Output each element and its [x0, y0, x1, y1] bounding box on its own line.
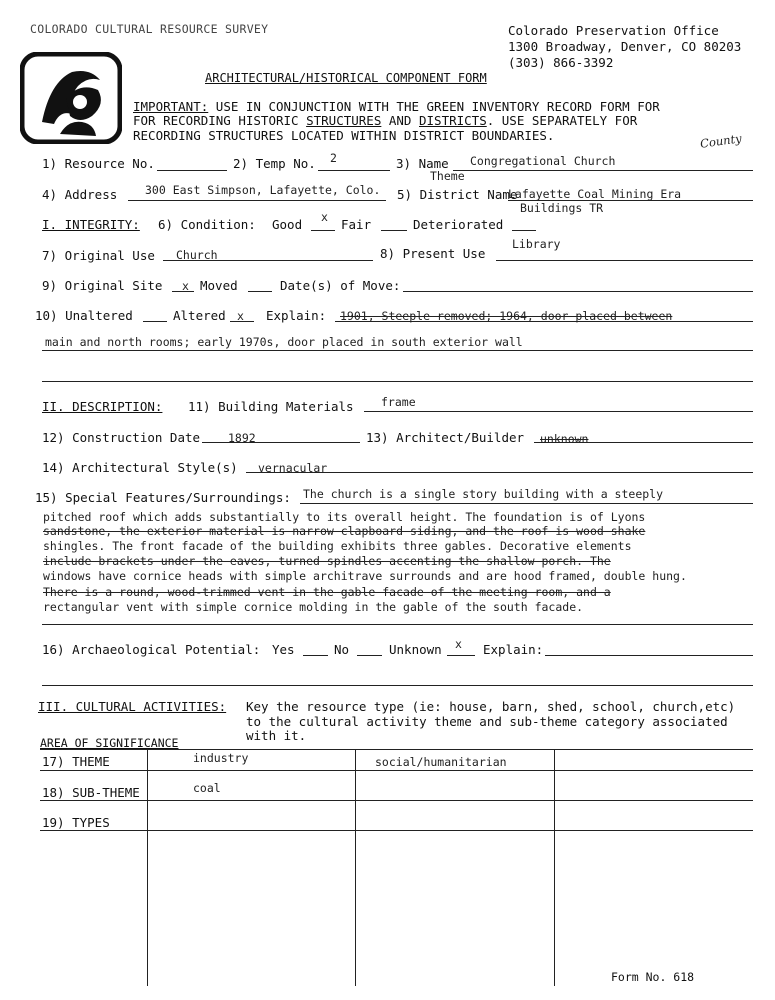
- archaeology-unknown-label: Unknown: [389, 642, 442, 657]
- features-line-3[interactable]: sandstone, the exterior material is narrow clapboard siding, and the roof is wood shake: [43, 524, 646, 538]
- important-line-3: RECORDING STRUCTURES LOCATED WITHIN DISTRICT BOUNDARIES.: [133, 128, 555, 143]
- altered-mark[interactable]: x: [237, 309, 244, 323]
- cultural-text-3: with it.: [246, 728, 307, 743]
- dates-moved-label: Date(s) of Move:: [280, 278, 401, 293]
- district-theme-note: Theme: [430, 169, 465, 183]
- theme-row-label: 17) THEME: [42, 754, 110, 769]
- condition-deteriorated-label: Deteriorated: [413, 217, 504, 232]
- cultural-text-1: Key the resource type (ie: house, barn, shed, school, church,etc): [246, 699, 736, 714]
- important-line-2: FOR RECORDING HISTORIC STRUCTURES AND DISTRICTS. USE SEPARATELY FOR: [133, 113, 638, 128]
- important-line-1: [133, 100, 660, 114]
- form-title: ARCHITECTURAL/HISTORICAL COMPONENT FORM: [205, 71, 487, 85]
- original-use-label: 7) Original Use: [42, 248, 155, 263]
- office-phone: (303) 866-3392: [508, 55, 614, 70]
- features-line-2[interactable]: pitched roof which adds substantially to its overall height. The foundation is of Lyons: [43, 510, 646, 524]
- features-line-5[interactable]: include brackets under the eaves, turned spindles accenting the shallow porch. The: [43, 554, 611, 568]
- altered-label: Altered: [173, 308, 226, 323]
- construction-date-value[interactable]: 1892: [228, 431, 256, 445]
- subtheme-cell-1[interactable]: coal: [193, 781, 221, 795]
- present-use-value[interactable]: Library: [512, 237, 561, 251]
- present-use-label: 8) Present Use: [380, 246, 486, 261]
- architect-label: 13) Architect/Builder: [366, 430, 525, 445]
- office-address: 1300 Broadway, Denver, CO 80203: [508, 39, 742, 54]
- area-of-significance-label: AREA OF SIGNIFICANCE: [40, 736, 179, 750]
- original-site-mark[interactable]: x: [182, 279, 189, 293]
- archaeology-unknown-mark[interactable]: x: [455, 637, 462, 651]
- temp-no-label: 2) Temp No.: [233, 156, 316, 171]
- name-label: 3) Name: [396, 156, 449, 171]
- cultural-section-title: III. CULTURAL ACTIVITIES:: [38, 699, 227, 714]
- condition-good-label: Good: [272, 217, 303, 232]
- features-line-4[interactable]: shingles. The front facade of the building exhibits three gables. Decorative elements: [43, 539, 632, 553]
- archaeology-yes-label: Yes: [272, 642, 295, 657]
- style-label: 14) Architectural Style(s): [42, 460, 238, 475]
- theme-cell-1[interactable]: industry: [193, 751, 249, 765]
- important-text-1: USE IN CONJUNCTION WITH THE GREEN INVENTORY RECORD FORM FOR: [215, 99, 660, 114]
- archaeology-explain-label: Explain:: [483, 642, 544, 657]
- types-row-label: 19) TYPES: [42, 815, 110, 830]
- subtheme-row-label: 18) SUB-THEME: [42, 785, 140, 800]
- features-line-7[interactable]: There is a round, wood-trimmed vent in the gable facade of the meeting room, and a: [43, 585, 611, 599]
- condition-fair-label: Fair: [341, 217, 372, 232]
- important-label: IMPORTANT:: [133, 99, 209, 114]
- explain-label: Explain:: [266, 308, 327, 323]
- architect-value[interactable]: unknown: [540, 432, 589, 446]
- construction-date-label: 12) Construction Date: [42, 430, 201, 445]
- resource-no-label: 1) Resource No.: [42, 156, 155, 171]
- moved-label: Moved: [200, 278, 238, 293]
- cultural-survey-logo-icon: [20, 52, 122, 144]
- condition-label: 6) Condition:: [158, 217, 256, 232]
- materials-label: 11) Building Materials: [188, 399, 354, 414]
- explain-text-2[interactable]: main and north rooms; early 1970s, door placed in south exterior wall: [45, 335, 523, 349]
- archaeology-no-label: No: [334, 642, 350, 657]
- survey-title: COLORADO CULTURAL RESOURCE SURVEY: [30, 22, 269, 36]
- unaltered-label: 10) Unaltered: [35, 308, 133, 323]
- district-name-value[interactable]: Lafayette Coal Mining Era: [508, 187, 682, 201]
- original-site-label: 9) Original Site: [42, 278, 163, 293]
- integrity-section-title: I. INTEGRITY:: [42, 217, 140, 232]
- district-name-label: 5) District Name: [397, 187, 518, 202]
- materials-value[interactable]: frame: [381, 395, 416, 409]
- features-line-6[interactable]: windows have cornice heads with simple architrave surrounds and are hood framed, double hung.: [43, 569, 687, 583]
- name-value[interactable]: Congregational Church: [470, 154, 616, 168]
- address-label: 4) Address: [42, 187, 118, 202]
- temp-no-value[interactable]: 2: [330, 151, 337, 165]
- cultural-text-2: to the cultural activity theme and sub-theme category associated: [246, 714, 728, 729]
- district-name-value-2[interactable]: Buildings TR: [520, 201, 604, 215]
- features-label: 15) Special Features/Surroundings:: [35, 490, 291, 505]
- address-value[interactable]: 300 East Simpson, Lafayette, Colo.: [145, 183, 381, 197]
- theme-cell-2[interactable]: social/humanitarian: [375, 755, 507, 769]
- features-line-1[interactable]: The church is a single story building with a steeply: [303, 487, 664, 501]
- county-note: County: [699, 131, 743, 151]
- original-use-value[interactable]: Church: [176, 248, 218, 262]
- style-value[interactable]: vernacular: [258, 461, 328, 475]
- condition-good-mark[interactable]: x: [321, 210, 328, 224]
- form-number: Form No. 618: [611, 970, 695, 984]
- features-line-8[interactable]: rectangular vent with simple cornice molding in the gable of the south facade.: [43, 600, 584, 614]
- office-name: Colorado Preservation Office: [508, 23, 719, 38]
- description-section-title: II. DESCRIPTION:: [42, 399, 163, 414]
- explain-text-1[interactable]: 1901, Steeple removed; 1964, door placed between: [340, 309, 673, 323]
- archaeology-label: 16) Archaeological Potential:: [42, 642, 261, 657]
